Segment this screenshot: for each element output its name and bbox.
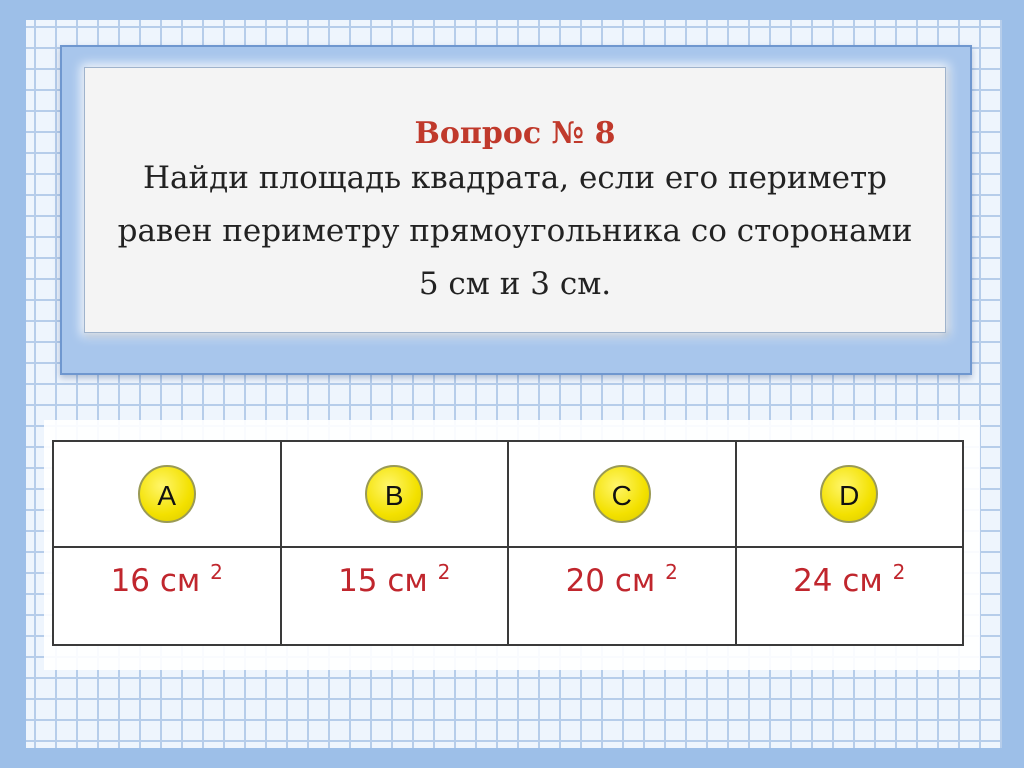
question-panel [60,45,972,375]
question-title: Вопрос № 8 [414,116,616,151]
question-text: Найди площадь квадрата, если его периметр равен периметру прямоугольника со сторонами 5 см и 3 см. [117,160,913,302]
answer-option-d-button[interactable]: D [820,465,878,523]
answer-value-d: 24 см $^2$ [793,560,906,599]
answer-value-b: 15 см $^2$ [338,560,451,599]
answer-value-a: 16 см $^2$ [110,560,223,599]
answer-value-cell-d [736,547,964,645]
answers-table [52,440,964,646]
answer-cell-b [281,441,509,547]
answer-value-cell-c [508,547,736,645]
answer-cell-c [508,441,736,547]
exponent: 2 [892,560,906,584]
answer-values-row [53,547,963,645]
answer-cell-a [53,441,281,547]
exponent: 2 [437,560,451,584]
answer-option-b-button[interactable]: B [365,465,423,523]
answer-cell-d [736,441,964,547]
answer-option-c-button[interactable]: C [593,465,651,523]
exponent: 2 [665,560,678,584]
answer-value-cell-b [281,547,509,645]
question-card [84,67,946,333]
exponent: 2 [210,560,223,584]
answer-value-cell-a [53,547,281,645]
answer-letters-row [53,441,963,547]
answer-value-c: 20 см $^2$ [565,560,678,599]
answer-option-a-button[interactable]: A [138,465,196,523]
